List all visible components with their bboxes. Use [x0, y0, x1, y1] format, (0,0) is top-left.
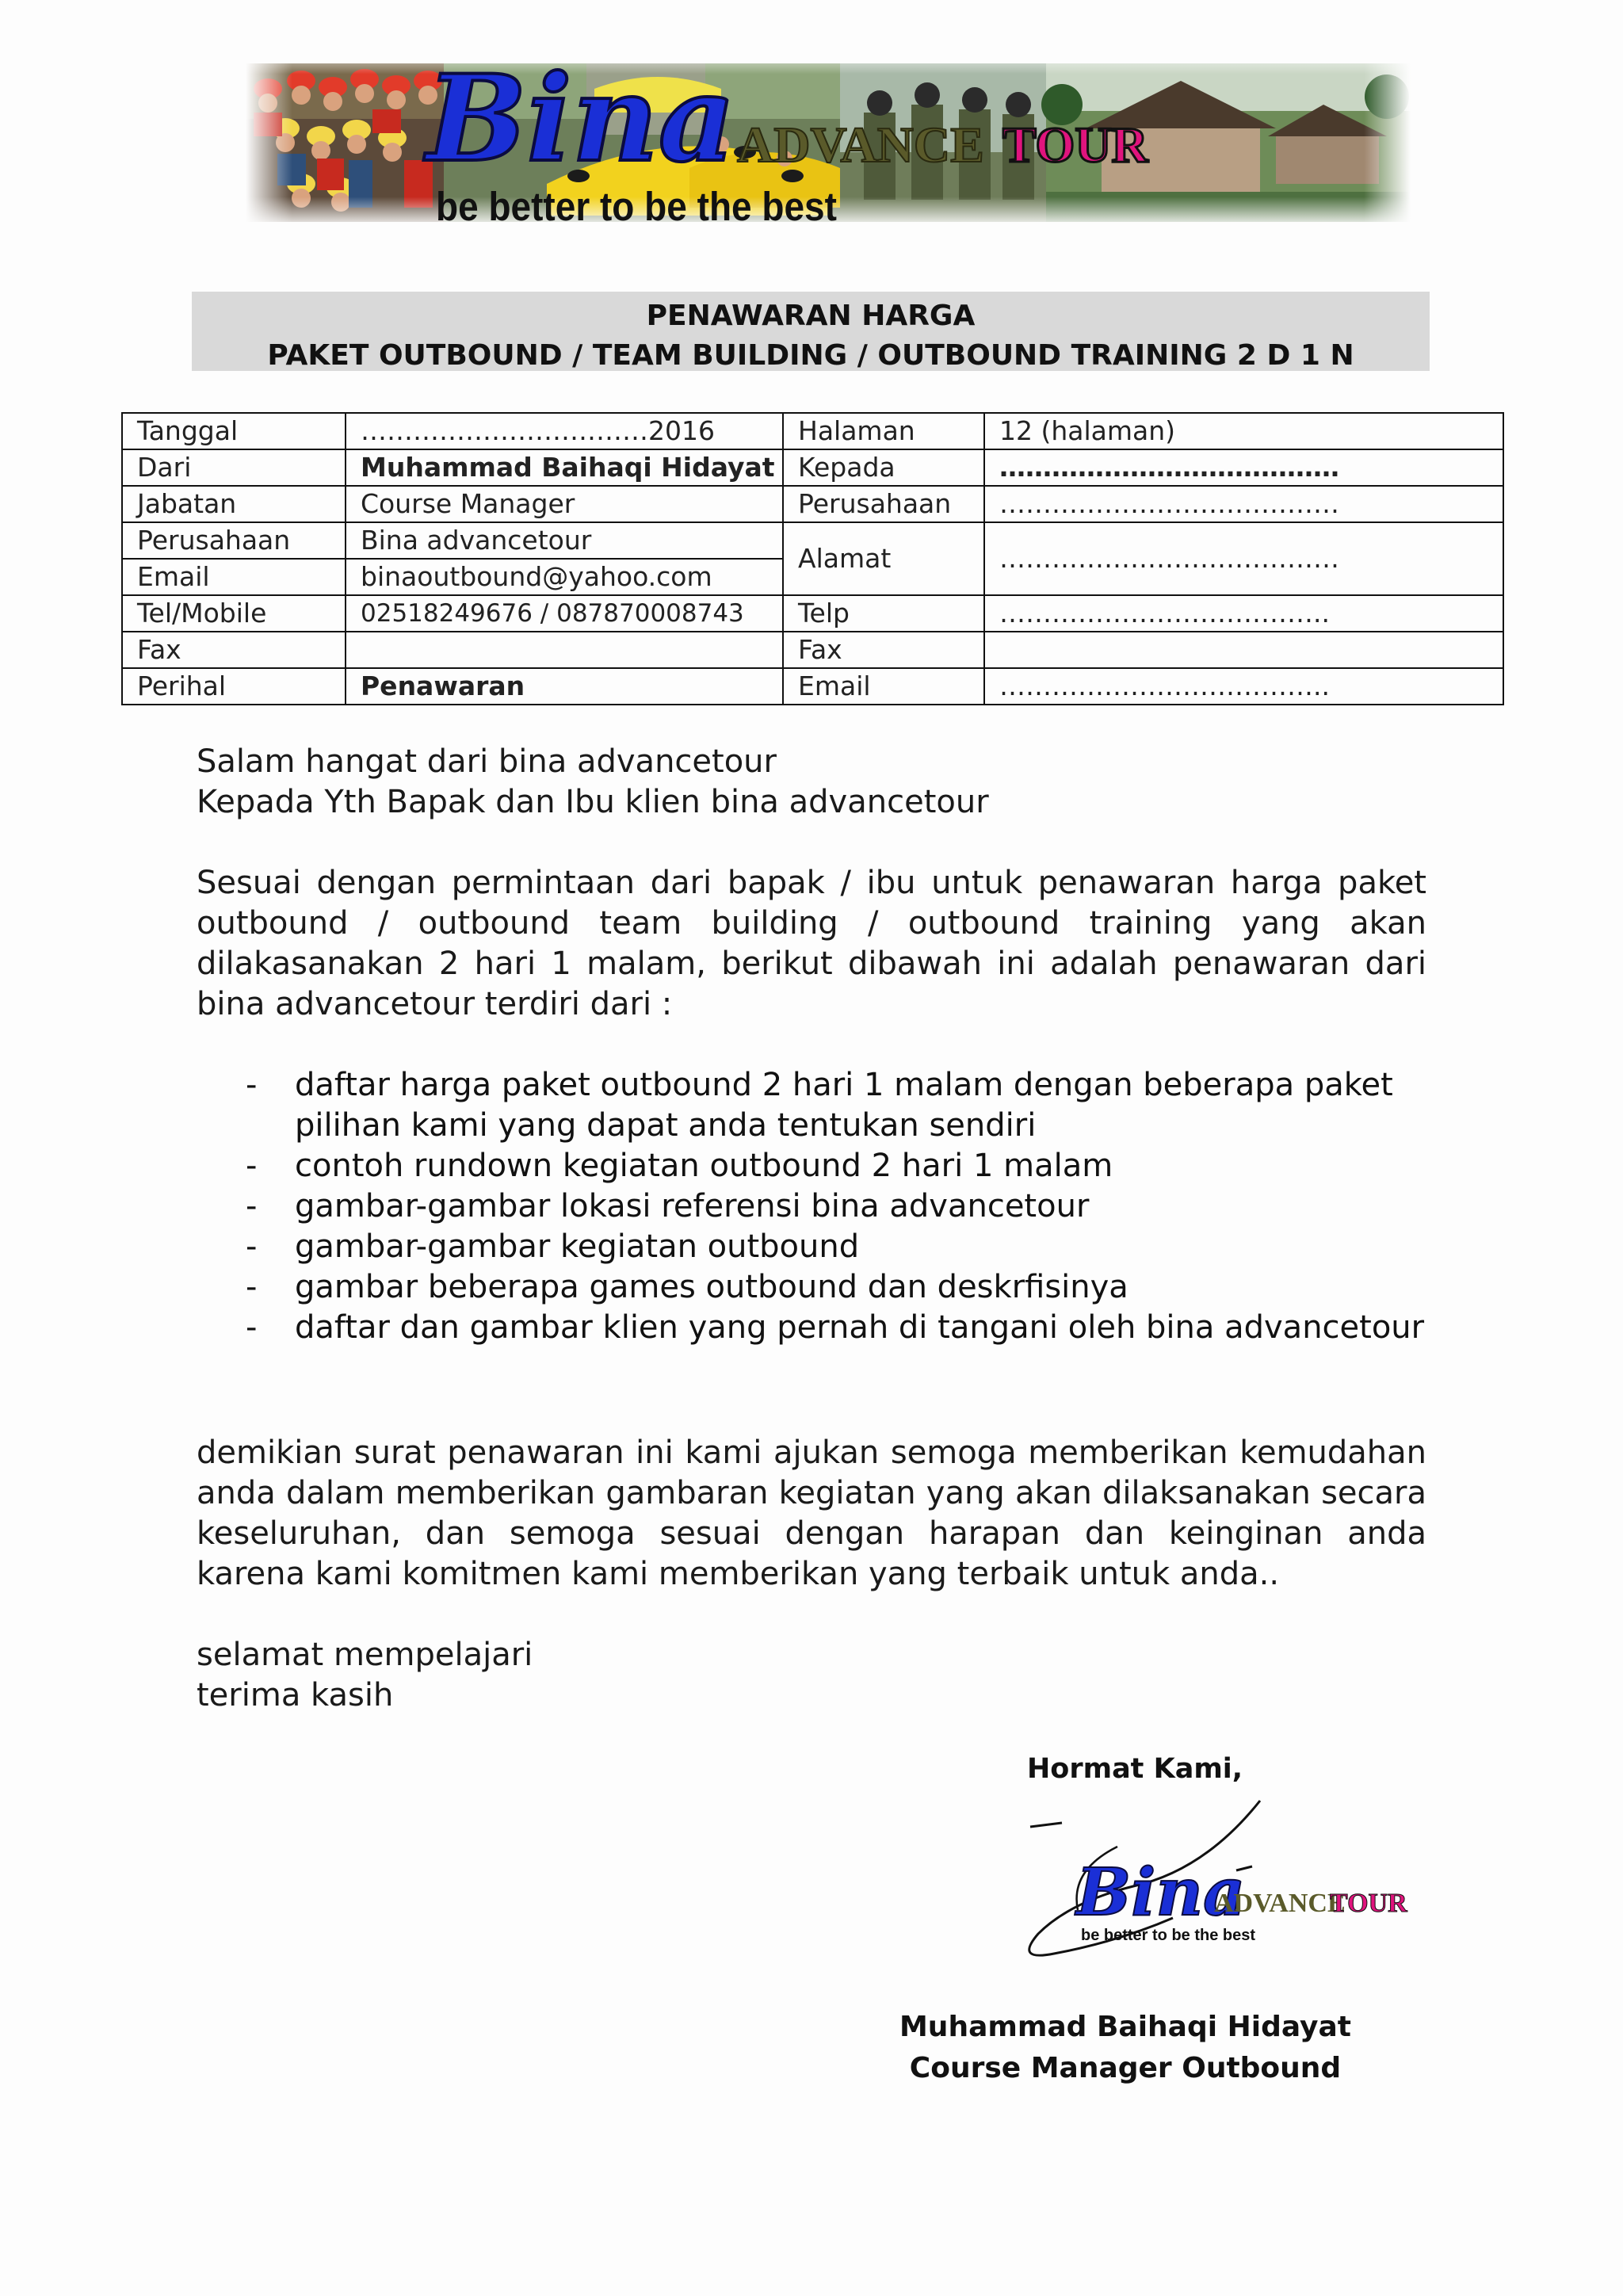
farewell-line-2: terima kasih: [197, 1677, 394, 1713]
list-item-text: gambar beberapa games outbound dan deskrfisinya: [295, 1269, 1128, 1305]
perusahaan-recipient-label: Perusahaan: [783, 486, 984, 522]
table-row: [122, 486, 1503, 522]
greeting: [197, 742, 1426, 823]
list-item: [197, 1267, 1433, 1308]
offer-contents-list: [197, 1065, 1433, 1348]
banner-tagline: be better to be the best: [436, 185, 837, 227]
stamp-suffix-2: TOUR: [1330, 1889, 1407, 1918]
perihal-label: Perihal: [122, 668, 346, 705]
telp-value: ………………………………..: [984, 595, 1503, 632]
fax-recipient-label: Fax: [783, 632, 984, 668]
letter-info-table: [121, 412, 1504, 705]
tel-value: 02518249676 / 087870008743: [346, 595, 783, 632]
banner-brand-suffix-2: TOUR: [1002, 117, 1148, 173]
alamat-label: Alamat: [783, 522, 984, 595]
email-recipient-label: Email: [783, 668, 984, 705]
dari-label: Dari: [122, 449, 346, 486]
list-bullet: -: [246, 1148, 258, 1184]
fax-label: Fax: [122, 632, 346, 668]
telp-label: Telp: [783, 595, 984, 632]
tanggal-label: Tanggal: [122, 413, 346, 449]
list-item-text: contoh rundown kegiatan outbound 2 hari 1 malam: [295, 1148, 1113, 1184]
email-label: Email: [122, 559, 346, 595]
table-row: [122, 413, 1503, 449]
email-value: binaoutbound@yahoo.com: [346, 559, 783, 595]
halaman-label: Halaman: [783, 413, 984, 449]
table-row: [122, 632, 1503, 668]
jabatan-value: Course Manager: [346, 486, 783, 522]
signatory-name: Muhammad Baihaqi Hidayat: [899, 2011, 1352, 2043]
greeting-line-1: Salam hangat dari bina advancetour: [197, 743, 777, 780]
closing-paragraph: demikian surat penawaran ini kami ajukan semoga memberikan kemudahan anda dalam memberikan gambaran kegiatan yang akan dilaksanakan secara keseluruhan, dan semoga sesuai dengan harapan dan keinginan anda karena kami komitmen kami memberikan yang terbaik untuk anda..: [197, 1435, 1426, 1592]
kepada-value: …………………………………: [984, 449, 1503, 486]
list-bullet: -: [246, 1309, 258, 1346]
list-item: [197, 1227, 1433, 1267]
signatory-role: Course Manager Outbound: [909, 2052, 1342, 2084]
banner-brand-text: Bina: [426, 57, 736, 189]
alamat-value: …………………………………: [984, 522, 1503, 595]
title-line-2: PAKET OUTBOUND / TEAM BUILDING / OUTBOUND TRAINING 2 D 1 N: [267, 339, 1354, 372]
table-row: [122, 668, 1503, 705]
handwritten-signature: [935, 1791, 1426, 1981]
farewell: [197, 1635, 1426, 1716]
signature-stamp: [935, 1791, 1426, 1981]
stamp-tagline: be better to be the best: [1081, 1927, 1256, 1944]
list-item-text: gambar-gambar lokasi referensi bina advancetour: [295, 1188, 1090, 1224]
title-line-1: PENAWARAN HARGA: [646, 300, 976, 332]
email-recipient-value: ………………………………..: [984, 668, 1503, 705]
table-row: [122, 595, 1503, 632]
farewell-line-1: selamat mempelajari: [197, 1637, 533, 1673]
perusahaan-label: Perusahaan: [122, 522, 346, 559]
jabatan-label: Jabatan: [122, 486, 346, 522]
list-bullet: -: [246, 1188, 258, 1224]
tel-label: Tel/Mobile: [122, 595, 346, 632]
list-item: [197, 1065, 1433, 1146]
sign-off: Hormat Kami,: [1027, 1753, 1243, 1785]
dari-value: Muhammad Baihaqi Hidayat: [346, 449, 783, 486]
banner-photo-collage: [246, 57, 1411, 227]
tanggal-value: ……………………………2016: [346, 413, 783, 449]
list-bullet: -: [246, 1269, 258, 1305]
list-item: [197, 1146, 1433, 1186]
list-item-text: daftar dan gambar klien yang pernah di tangani oleh bina advancetour: [295, 1309, 1425, 1346]
perusahaan-value: Bina advancetour: [346, 522, 783, 559]
halaman-value: 12 (halaman): [984, 413, 1503, 449]
list-item: [197, 1186, 1433, 1227]
fax-value: [346, 632, 783, 668]
greeting-line-2: Kepada Yth Bapak dan Ibu klien bina advancetour: [197, 784, 989, 820]
kepada-label: Kepada: [783, 449, 984, 486]
table-row: [122, 449, 1503, 486]
perihal-value: Penawaran: [346, 668, 783, 705]
perusahaan-recipient-value: …………………………………: [984, 486, 1503, 522]
list-bullet: -: [246, 1228, 258, 1265]
stamp-suffix-1: ADVANCE: [1214, 1889, 1346, 1918]
table-row: [122, 522, 1503, 559]
list-item-text: daftar harga paket outbound 2 hari 1 malam dengan beberapa paket pilihan kami yang dapat anda tentukan sendiri: [295, 1067, 1393, 1144]
header-banner: [246, 57, 1411, 227]
list-bullet: -: [246, 1067, 258, 1103]
list-item: [197, 1308, 1433, 1348]
fax-recipient-value: [984, 632, 1503, 668]
list-item-text: gambar-gambar kegiatan outbound: [295, 1228, 860, 1265]
stamp-brand: Bina: [1076, 1855, 1246, 1931]
intro-paragraph: Sesuai dengan permintaan dari bapak / ibu untuk penawaran harga paket outbound / outbound team building / outbound training yang akan dilakasanakan 2 hari 1 malam, berikut dibawah ini adalah penawaran dari bina advancetour terdiri dari :: [197, 865, 1426, 1022]
banner-brand-suffix-1: ADVANCE: [737, 117, 984, 173]
document-title: [192, 292, 1430, 371]
